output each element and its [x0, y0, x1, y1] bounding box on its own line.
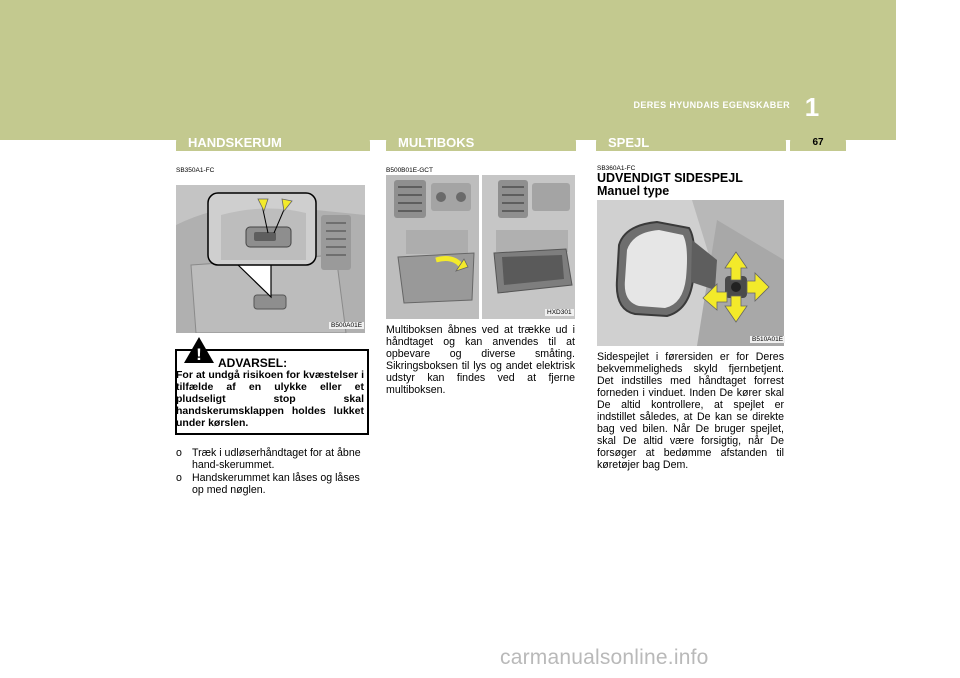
bullet-marker: o: [176, 472, 182, 484]
figure-label: B500A01E: [331, 322, 363, 329]
watermark-text: carmanualsonline.info: [500, 646, 709, 669]
instruction-list: [176, 447, 366, 497]
figure-label: B510A01E: [752, 336, 784, 343]
section-code: B500B01E-GCT: [386, 167, 433, 174]
svg-text:!: !: [196, 345, 202, 364]
list-item: [176, 472, 366, 496]
bullet-marker: o: [176, 447, 182, 459]
multibox-figure: [386, 175, 575, 319]
chapter-number: 1: [804, 92, 820, 122]
warning-icon: [183, 336, 215, 364]
list-item: [176, 447, 366, 471]
page-margin: [896, 0, 960, 678]
spejl-text: Sidespejlet i førersiden er for Deres bekvemmeligheds skyld fjernbetjent. Det indstilles med håndtaget forrest forneden i vinduet. Inden De kører skal De altid kontrollere, at spejlet er indstillet således, at De kan se direkte bag ved bilen. Når De bruger spejlet, skal De altid være forsigtig, når De forsøger at bedømme afstanden til køretøjer bag Dem.: [597, 351, 784, 471]
section-code: SB350A1-FC: [176, 167, 215, 174]
figure-label: HXD301: [547, 309, 572, 316]
section-tab-handskerum: HANDSKERUM: [176, 133, 370, 151]
warning-title: ADVARSEL:: [218, 356, 288, 370]
section-subtitle: Manuel type: [597, 184, 670, 198]
glovebox-figure: [176, 185, 365, 333]
list-item-text: Træk i udløserhåndtaget for at åbne hand-skerummet.: [192, 447, 361, 471]
section-tab-spejl: SPEJL: [596, 133, 786, 151]
section-code: SB360A1-FC: [597, 165, 636, 172]
warning-text: For at undgå risikoen for kvæstelser i tilfælde af en ulykke eller et pludseligt stop skal handskerumsklappen holdes lukket under kørslen.: [176, 369, 364, 429]
list-item-text: Handskerummet kan låses og låses op med nøglen.: [192, 472, 360, 496]
section-title: UDVENDIGT SIDESPEJL: [597, 171, 743, 185]
chapter-title: DERES HYUNDAIS EGENSKABER: [633, 100, 790, 110]
section-tab-multiboks: MULTIBOKS: [386, 133, 576, 151]
header-band: [0, 0, 896, 140]
page-number: 67: [790, 133, 846, 151]
multiboks-text: Multiboksen åbnes ved at trække ud i håndtaget og kan anvendes til at opbevare og diverse småting. Sikringsboksen til lys og andet elektrisk udstyr kan findes ved at fjerne multiboksen.: [386, 324, 575, 396]
side-mirror-figure: [597, 200, 784, 346]
